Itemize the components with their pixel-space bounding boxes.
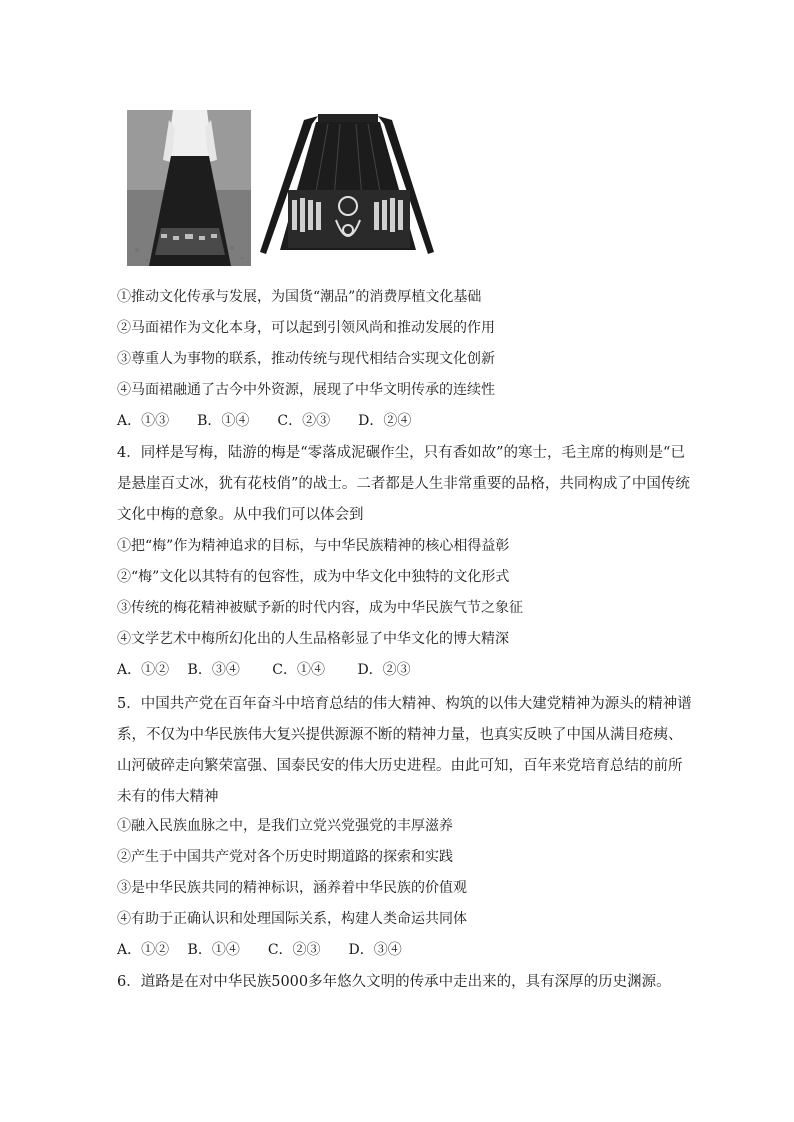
q4-stem: 4．同样是写梅，陆游的梅是“零落成泥碾作尘，只有香如故”的寒士，毛主席的梅则是“已是悬崖百丈冰，犹有花枝俏”的战士。二者都是人生非常重要的品格，共同构成了中国传统文化中梅的意象。从中我们可以体会到 xyxy=(117,445,690,523)
q5-option-2: ②产生于中国共产党对各个历史时期道路的探索和实践 xyxy=(117,849,453,865)
q4-option-3: ③传统的梅花精神被赋予新的时代内容，成为中华民族气节之象征 xyxy=(117,600,523,616)
q3-option-1: ①推动文化传承与发展，为国货“潮品”的消费厚植文化基础 xyxy=(117,289,482,305)
q3-choices: A．①③ B．①④ C．②③ D．②④ xyxy=(117,413,412,429)
q4-option-4: ④文学艺术中梅所幻化出的人生品格彰显了中华文化的博大精深 xyxy=(117,631,509,647)
q5-choices: A．①② B．①④ C．②③ D．③④ xyxy=(117,942,402,958)
q3-option-3: ③尊重人为事物的联系，推动传统与现代相结合实现文化创新 xyxy=(117,351,495,367)
q6-stem: 6．道路是在对中华民族5000多年悠久文明的传承中走出来的，具有深厚的历史渊源。 xyxy=(117,974,671,990)
horse-face-skirt-photo xyxy=(256,112,438,257)
q4-option-2: ②“梅”文化以其特有的包容性，成为中华文化中独特的文化形式 xyxy=(117,569,510,585)
q5-option-4: ④有助于正确认识和处理国际关系，构建人类命运共同体 xyxy=(117,911,467,927)
q5-option-1: ①融入民族血脉之中，是我们立党兴党强党的丰厚滋养 xyxy=(117,818,453,834)
woman-in-skirt-photo xyxy=(127,110,251,266)
q3-option-4: ④马面裙融通了古今中外资源，展现了中华文明传承的连续性 xyxy=(117,382,495,398)
q3-option-2: ②马面裙作为文化本身，可以起到引领风尚和推动发展的作用 xyxy=(117,320,495,336)
q5-stem: 5．中国共产党在百年奋斗中培育总结的伟大精神、构筑的以伟大建党精神为源头的精神谱系，不仅为中华民族伟大复兴提供源源不断的精神力量，也真实反映了中国从满目疮痍、山河破碎走向繁荣富强、国泰民安的伟大历史进程。由此可知，百年来党培育总结的前所未有的伟大精神 xyxy=(117,696,692,805)
q4-option-1: ①把“梅”作为精神追求的目标，与中华民族精神的核心相得益彰 xyxy=(117,538,510,554)
q5-option-3: ③是中华民族共同的精神标识，涵养着中华民族的价值观 xyxy=(117,880,467,896)
q4-choices: A．①② B．③④ C．①④ D．②③ xyxy=(117,662,411,678)
